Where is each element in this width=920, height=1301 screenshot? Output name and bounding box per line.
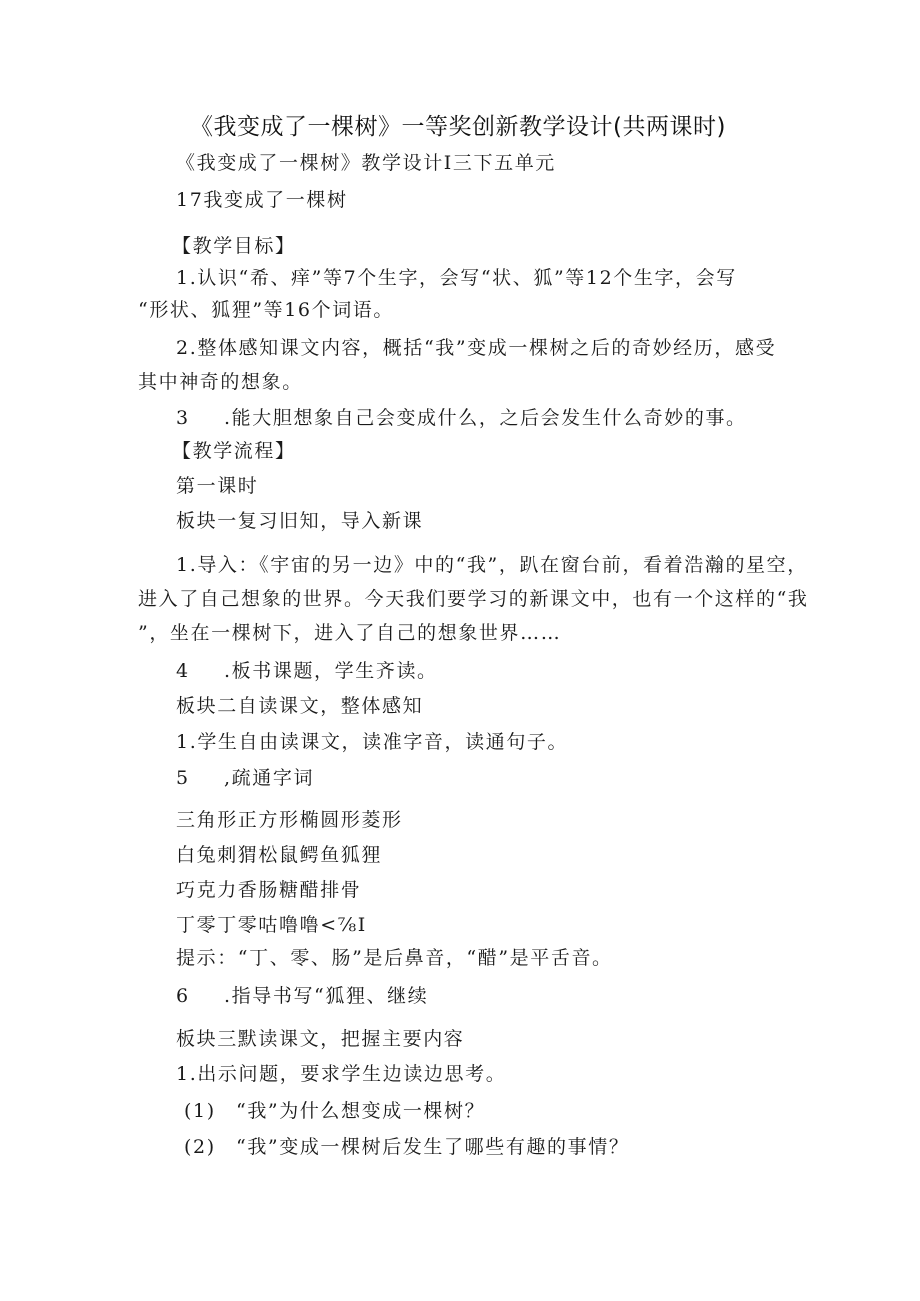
step-five [176, 766, 314, 790]
question-1 [184, 1099, 485, 1123]
pronunciation-tip: 提示：“丁、零、肠”是后鼻音，“醋”是平舌音。 [176, 947, 613, 969]
goal-item-2 [176, 336, 776, 360]
goal-text: .认识“希、痒”等7个生字，会写“状、狐”等12个生字，会写 [189, 267, 737, 289]
step-number: 6 [176, 985, 190, 1007]
goal-text: .整体感知课文内容，概括“我”变成一棵树之后的奇妙经历，感受 [189, 337, 777, 359]
word-group-shapes: 三角形正方形椭圆形菱形 [176, 809, 403, 831]
intro-paragraph-line-3: ”，坐在一棵树下，进入了自己的想象世界…… [138, 622, 562, 644]
period-one-heading: 第一课时 [176, 475, 259, 497]
lesson-heading: 17我变成了一棵树 [176, 189, 348, 211]
step-number: 5 [176, 767, 190, 789]
step-six [176, 984, 428, 1008]
step-four [176, 659, 438, 683]
block-three-heading: 板块三默读课文，把握主要内容 [176, 1028, 465, 1050]
document-title: 《我变成了一棵树》一等奖创新教学设计(共两课时) [190, 114, 726, 140]
goal-number: 2 [176, 337, 190, 359]
block-one-heading: 板块一复习旧知，导入新课 [176, 510, 424, 532]
document-subtitle: 《我变成了一棵树》教学设计I三下五单元 [176, 152, 556, 174]
step-number: 4 [176, 660, 190, 682]
step-read: 1.学生自由读课文，读准字音，读通句子。 [176, 731, 569, 753]
intro-paragraph-line-2: 进入了自己想象的世界。今天我们要学习的新课文中，也有一个这样的“我 [138, 588, 809, 610]
step-text: .指导书写“狐狸、继续 [224, 985, 429, 1007]
goal-text: .能大胆想象自己会变成什么，之后会发生什么奇妙的事。 [224, 407, 747, 429]
intro-paragraph-line-1: 1.导入：《宇宙的另一边》中的“我”，趴在窗台前，看着浩瀚的星空， [176, 554, 808, 576]
goal-item-1 [176, 266, 737, 290]
word-group-foods: 巧克力香肠糖醋排骨 [176, 879, 362, 901]
goal-item-3 [176, 406, 747, 430]
word-group-animals: 白兔刺猬松鼠鳄鱼狐狸 [176, 844, 383, 866]
question-text: “我”变成一棵树后发生了哪些有趣的事情？ [236, 1136, 630, 1158]
question-number: (1) [184, 1100, 216, 1122]
question-2 [184, 1135, 629, 1159]
step-text: .板书课题，学生齐读。 [224, 660, 438, 682]
goal-item-1-continued: “形状、狐狸”等16个词语。 [138, 299, 395, 321]
block-two-heading: 板块二自读课文，整体感知 [176, 695, 424, 717]
process-heading: 【教学流程】 [172, 440, 296, 462]
goals-heading: 【教学目标】 [172, 235, 296, 257]
goal-number: 3 [176, 407, 190, 429]
step-questions: 1.出示问题，要求学生边读边思考。 [176, 1063, 507, 1085]
question-text: “我”为什么想变成一棵树？ [236, 1100, 486, 1122]
goal-number: 1 [176, 267, 190, 289]
word-group-sounds: 丁零丁零咕噜噜<⅞I [176, 914, 367, 936]
step-text: ,疏通字词 [224, 767, 315, 789]
question-number: (2) [184, 1136, 216, 1158]
goal-item-2-continued: 其中神奇的想象。 [138, 371, 303, 393]
